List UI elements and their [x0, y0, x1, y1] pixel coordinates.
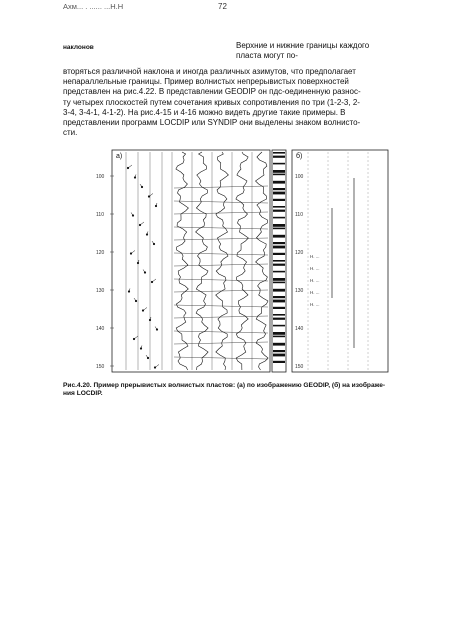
- bed-boundary: [174, 279, 268, 281]
- depth-tick-label: 130: [96, 288, 105, 294]
- lithology-band: [273, 325, 285, 327]
- body-line: вторяться различной наклона и иногда различных азимутов, что предполагает: [63, 67, 356, 76]
- lithology-band: [273, 350, 285, 352]
- bed-boundary: [174, 331, 268, 333]
- lithology-band: [273, 246, 285, 249]
- running-header: Ахм... . ...... ...Н.Н: [63, 2, 124, 11]
- depth-tick-label: 110: [96, 212, 104, 218]
- panel-a-label: а): [116, 153, 123, 160]
- bed-boundary: [174, 212, 268, 214]
- bed-boundary: [174, 357, 268, 359]
- dip-tadpole-tail: [149, 194, 153, 197]
- lead-text: Верхние и нижние границы каждого пласта могут по-: [236, 41, 370, 60]
- lithology-band: [273, 282, 285, 284]
- panel-a-depth-scale: [96, 174, 114, 370]
- dip-tadpole-tail: [140, 222, 144, 225]
- lithology-band: [273, 235, 285, 238]
- panel-b-tracks: [308, 152, 368, 370]
- panel-b-annotations: [310, 254, 320, 307]
- annotation-text: Н. ...: [310, 302, 320, 307]
- lithology-bands: [273, 152, 285, 363]
- lithology-band: [273, 156, 285, 158]
- lithology-band: [273, 278, 285, 281]
- body-paragraph: [63, 67, 393, 138]
- lithology-band: [273, 188, 285, 190]
- lithology-band: [273, 242, 285, 244]
- lithology-band: [273, 296, 285, 298]
- panel-a-frame: [112, 150, 270, 372]
- panel-b-depth-scale: [295, 174, 304, 370]
- resistivity-curve: [236, 152, 249, 370]
- dip-tadpole-tail: [134, 336, 138, 339]
- panel-a-curves: [127, 152, 268, 370]
- lithology-band: [273, 253, 285, 255]
- lithology-band: [273, 271, 285, 273]
- lithology-band: [273, 314, 285, 316]
- lithology-band: [273, 224, 285, 227]
- bed-boundary: [174, 305, 268, 307]
- lithology-band: [273, 206, 285, 208]
- bed-boundary: [174, 186, 268, 188]
- bed-boundary: [174, 238, 268, 240]
- depth-tick-label: 150: [295, 364, 304, 370]
- depth-tick-label: 130: [295, 288, 304, 294]
- panel-b-label: б): [296, 153, 303, 160]
- bed-boundary: [174, 201, 268, 203]
- depth-tick-label: 140: [295, 326, 304, 332]
- resistivity-curve: [256, 152, 269, 370]
- dip-tadpole-tail: [155, 365, 159, 368]
- lithology-band: [273, 192, 285, 195]
- depth-tick-label: 120: [295, 250, 304, 256]
- dip-tadpole-tail: [131, 251, 135, 254]
- dip-tadpole-tail: [128, 165, 132, 168]
- annotation-text: Н. ...: [310, 254, 320, 259]
- lithology-band: [273, 181, 285, 184]
- lithology-band: [273, 336, 285, 338]
- lithology-band: [273, 228, 285, 230]
- bed-boundary: [174, 253, 268, 255]
- lithology-band: [273, 332, 285, 335]
- body-line: представлен на рис.4.22. В представлении GEODIP он пдс-оединенную разнос-: [63, 87, 361, 97]
- bed-boundary: [174, 342, 268, 344]
- body-line: 3-4, 3-4-1, 4-1-2). На рис.4-15 и 4-16 можно видеть другие такие примеры. В: [63, 107, 346, 117]
- lithology-band: [273, 289, 285, 292]
- lithology-band: [273, 318, 285, 320]
- lithology-band: [273, 354, 285, 357]
- depth-tick-label: 100: [295, 174, 304, 180]
- lithology-band: [273, 174, 285, 176]
- dipmeter-figure: [92, 148, 390, 376]
- lithology-band: [273, 361, 285, 363]
- annotation-text: Н. ...: [310, 290, 320, 295]
- side-label: наклонов: [63, 44, 94, 51]
- depth-tick-label: 120: [96, 250, 105, 256]
- lithology-band: [273, 343, 285, 346]
- resistivity-curve: [176, 152, 189, 370]
- panel-a-tracks: [126, 152, 252, 370]
- depth-tick-label: 150: [96, 364, 105, 370]
- lithology-band: [273, 199, 285, 201]
- body-line: непараллельные границы. Пример волнистых непрерывистых поверхностей: [63, 77, 349, 87]
- caption-line: Рис.4.20. Пример прерывистых волнистых пластов: (а) по изображению GEODIP, (б) на изображе-: [63, 382, 386, 389]
- body-line: ту четырех плоскостей путем сочетания кривых сопротивления по три (1-2-3, 2-: [63, 97, 360, 107]
- figure-caption: [63, 382, 393, 399]
- lithology-band: [273, 152, 285, 154]
- lithology-band: [273, 300, 285, 303]
- depth-tick-label: 140: [96, 326, 105, 332]
- depth-tick-label: 110: [295, 212, 303, 218]
- bed-boundary: [174, 227, 268, 229]
- depth-tick-label: 100: [96, 174, 105, 180]
- lithology-band: [273, 307, 285, 309]
- lithology-band: [273, 170, 285, 173]
- annotation-text: Н. ...: [310, 266, 320, 271]
- resistivity-curve: [196, 152, 209, 370]
- dip-tadpole-tail: [143, 308, 147, 311]
- dip-tadpole-tail: [152, 279, 156, 282]
- body-line: сти.: [63, 128, 78, 138]
- lithology-band: [273, 264, 285, 266]
- page-number: 72: [218, 2, 227, 11]
- body-line: представлении программ LOCDIP или SYNDIP они выделены знаком волнисто-: [63, 118, 361, 128]
- panel-b-frame: [292, 150, 388, 372]
- caption-line: ния LOCDIP.: [63, 390, 103, 398]
- annotation-text: Н. ...: [310, 278, 320, 283]
- lithology-band: [273, 217, 285, 219]
- lithology-band: [273, 260, 285, 262]
- lithology-band: [273, 210, 285, 212]
- lithology-band: [273, 163, 285, 165]
- resistivity-curve: [216, 152, 229, 370]
